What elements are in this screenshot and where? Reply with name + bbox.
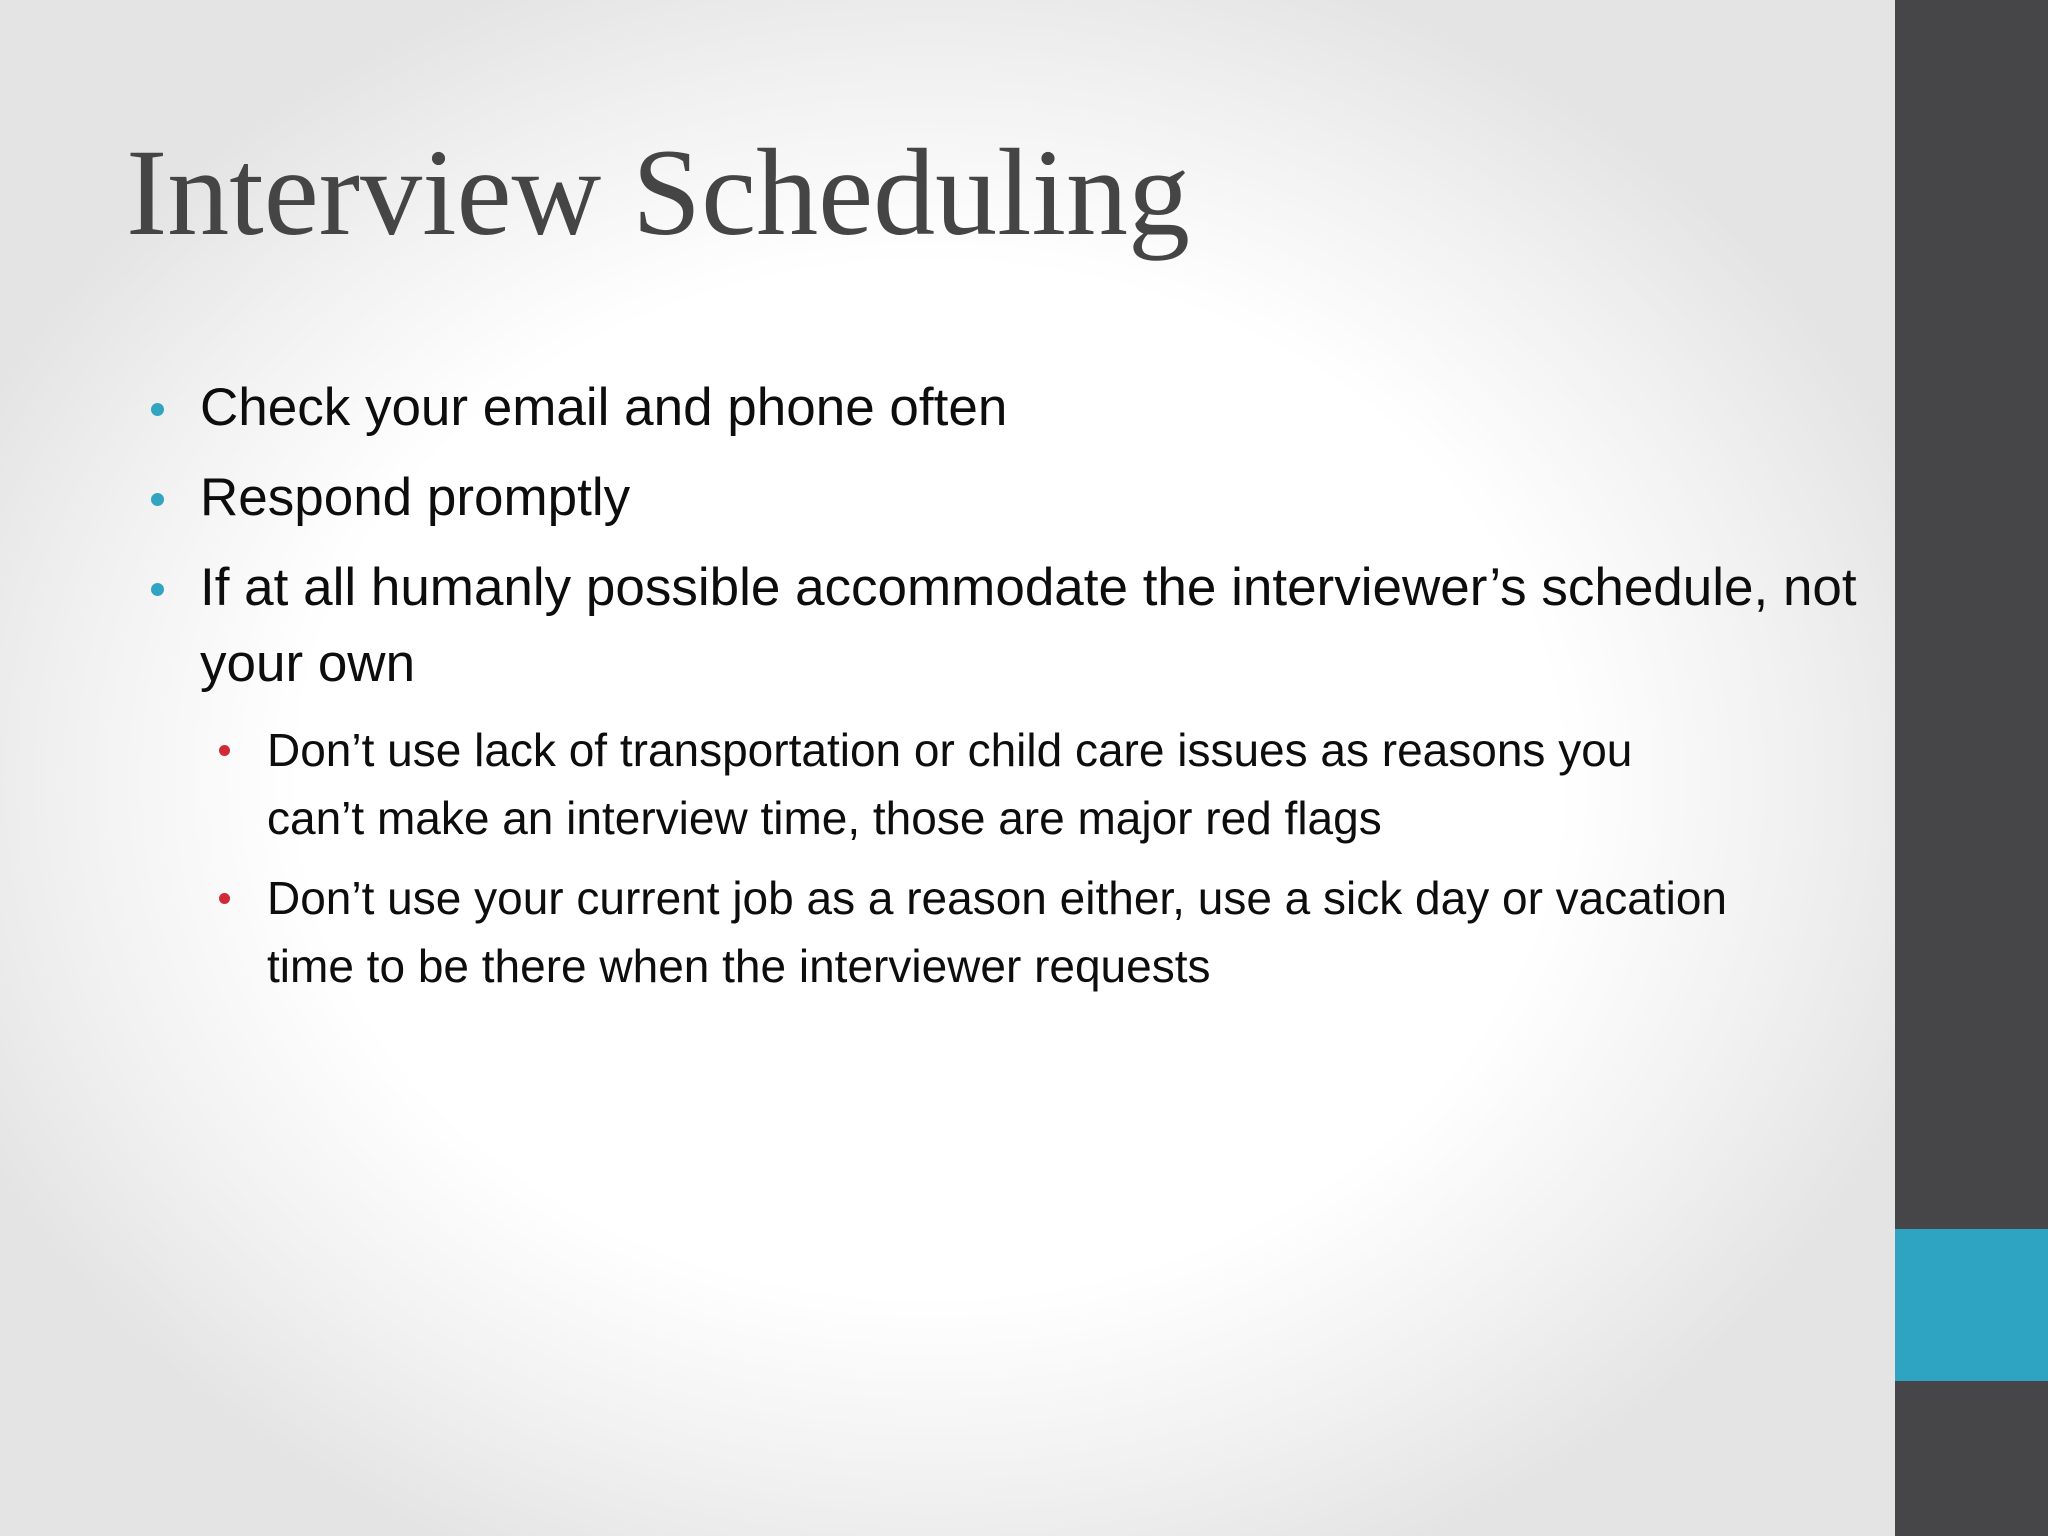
bullet-text: Check your email and phone often [200, 378, 1008, 437]
bullet-dot-icon [151, 493, 164, 506]
sub-bullet-text: Don’t use your current job as a reason either, use a sick day or vacation time to be there when the interviewer requests [267, 872, 1728, 992]
bullet-text: Respond promptly [200, 468, 631, 527]
sub-bullet-item [0, 716, 1727, 852]
sub-bullet-dot-icon [219, 745, 230, 756]
bullet-dot-icon [151, 403, 164, 416]
sub-bullet-dot-icon [219, 893, 230, 904]
bullet-item [0, 550, 1860, 702]
sub-bullet-text: Don’t use lack of transportation or child care issues as reasons you can’t make an interview time, those are major red flags [267, 724, 1633, 844]
bullet-text: If at all humanly possible accommodate the interviewer’s schedule, not your own [200, 558, 1857, 693]
bullet-list [0, 370, 1860, 1012]
slide-sidebar-accent [1895, 1229, 2048, 1381]
bullet-dot-icon [151, 583, 164, 596]
bullet-item [0, 460, 1860, 536]
sub-bullet-item [0, 864, 1727, 1000]
slide-title: Interview Scheduling [126, 124, 1191, 261]
bullet-item [0, 370, 1860, 446]
